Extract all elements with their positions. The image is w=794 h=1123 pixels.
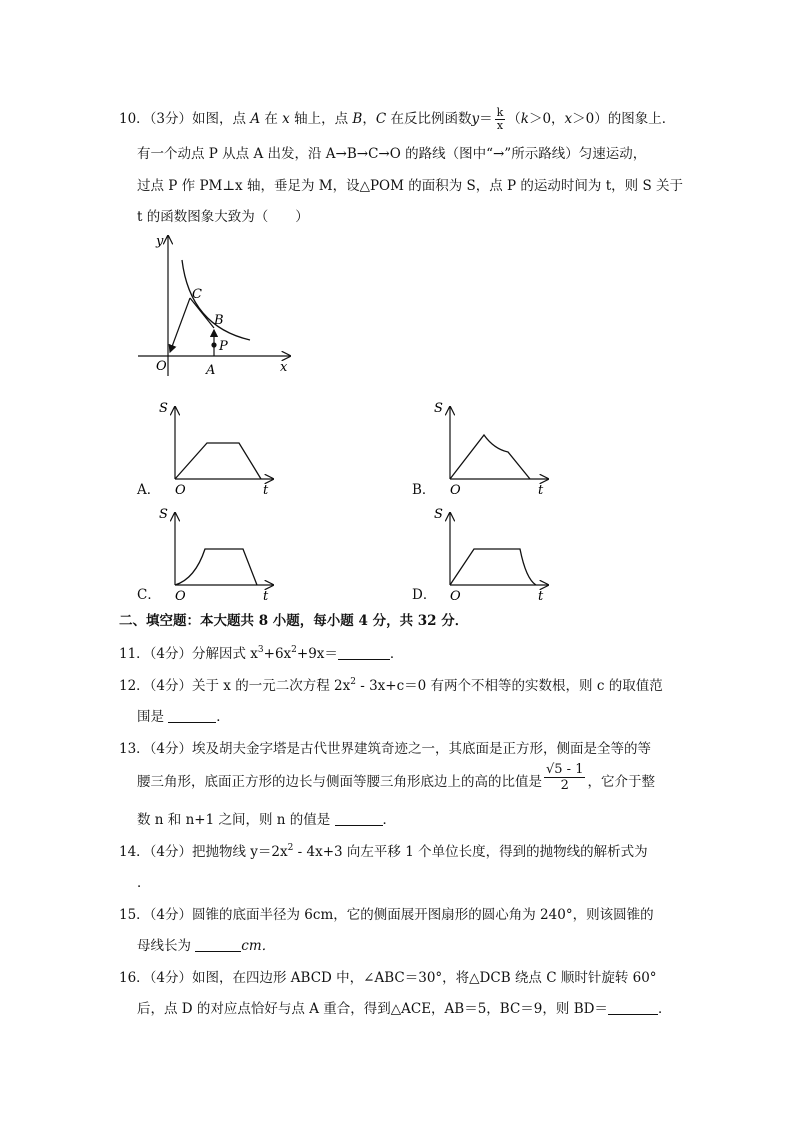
label-O: O <box>156 359 167 374</box>
q15-text: cm． <box>241 938 276 954</box>
label-x: x <box>280 360 288 375</box>
label-P: P <box>219 339 228 354</box>
option-C-label: C． <box>137 587 161 603</box>
label-t: t <box>263 483 269 497</box>
q13-line-2 <box>137 762 655 793</box>
q10-line-3: 过点 P 作 PM⊥x 轴，垂足为 M，设△POM 的面积为 S，点 P 的运动时间为 t，则 S 关于 <box>137 178 683 194</box>
equals: ＝ <box>479 111 493 127</box>
q10-figure <box>130 228 300 378</box>
label-O: O <box>450 589 461 603</box>
label-O: O <box>450 483 461 497</box>
q11-text: 11．（4分）分解因式 x <box>119 646 258 662</box>
q13-line-3 <box>137 811 396 829</box>
q10-line-4: t 的函数图象大致为（ ） <box>137 209 309 225</box>
q13-text: ，它介于整 <box>587 774 655 790</box>
q16-text: ． <box>657 1001 672 1017</box>
var-C: C <box>375 111 387 127</box>
q10-text: （ <box>507 111 521 127</box>
q11-text: ． <box>389 646 404 662</box>
exponent: 3 <box>257 645 264 655</box>
label-t: t <box>263 589 269 603</box>
q10-text: 在 <box>264 111 278 127</box>
q15-text: 母线长为 <box>137 938 191 954</box>
exponent: 2 <box>287 843 294 853</box>
point-P <box>211 342 216 347</box>
label-t: t <box>538 483 544 497</box>
q16-line-1: 16．（4分）如图，在四边形 ABCD 中，∠ABC＝30°，将△DCB 绕点 C 顺时针旋转 60° <box>119 970 657 986</box>
q10-line-2: 有一个动点 P 从点 A 出发，沿 A→B→C→O 的路线（图中“→”所示路线）匀速运动， <box>137 146 647 162</box>
label-S: S <box>434 507 443 522</box>
answer-blank[interactable] <box>168 709 216 723</box>
q11-text: +9x＝ <box>296 646 338 662</box>
option-A-label: A． <box>137 482 161 498</box>
q12-line-1 <box>119 677 663 695</box>
q11-text: +6x <box>263 646 292 662</box>
option-A-graph[interactable] <box>155 397 285 497</box>
exponent: 2 <box>350 677 356 687</box>
q10-text: ＞0）的图象上． <box>572 111 676 127</box>
q12-text: - 3x+c＝0 有两个不相等的实数根，则 c 的取值范 <box>355 678 663 694</box>
q12-line-2 <box>137 708 230 726</box>
label-C: C <box>192 287 202 302</box>
option-D-label: D． <box>412 587 437 603</box>
q12-text: 围是 <box>137 709 164 725</box>
label-y: y <box>156 234 164 249</box>
q10-line-1 <box>119 107 675 132</box>
option-D-curve <box>450 549 536 585</box>
q13-text: ． <box>382 812 397 828</box>
label-O: O <box>175 483 186 497</box>
q10-text: 10．（3分）如图，点 <box>119 111 247 127</box>
q10-text: 在反比例函数 <box>390 111 472 127</box>
answer-blank[interactable] <box>195 938 241 952</box>
q14-text: 14．（4分）把抛物线 y＝2x <box>119 844 288 860</box>
q10-text: 轴上，点 <box>294 111 349 127</box>
var-x: x <box>564 111 573 127</box>
q15-line-1: 15．（4分）圆锥的底面半径为 6cm，它的侧面展开图扇形的圆心角为 240°，则该圆锥的 <box>119 907 654 923</box>
fraction-numerator: k <box>496 106 504 119</box>
q13-line-1: 13．（4分）埃及胡夫金字塔是古代世界建筑奇迹之一，其底面是正方形，侧面是全等的等 <box>119 741 652 757</box>
fraction-denominator: 2 <box>560 778 569 793</box>
q13-text: 腰三角形，底面正方形的边长与侧面等腰三角形底边上的高的比值是 <box>137 774 542 790</box>
q10-text: ＞0， <box>528 111 565 127</box>
label-t: t <box>538 589 544 603</box>
comma: ， <box>362 111 376 127</box>
q11 <box>119 645 403 663</box>
label-B: B <box>214 313 224 328</box>
var-y: y <box>471 111 480 127</box>
var-A: A <box>250 111 261 127</box>
q15-line-2 <box>137 937 275 955</box>
section-2-heading: 二、填空题：本大题共 8 小题，每小题 4 分，共 32 分． <box>119 613 469 629</box>
option-A-curve <box>175 443 261 479</box>
q16-line-2 <box>137 1000 671 1018</box>
label-S: S <box>159 507 168 522</box>
path-B-to-C <box>190 298 214 328</box>
option-B-curve <box>450 435 530 479</box>
label-S: S <box>434 401 443 416</box>
fraction-k-over-x <box>495 107 506 132</box>
option-C-graph[interactable] <box>155 503 285 603</box>
exponent: 2 <box>291 645 297 655</box>
option-B-graph[interactable] <box>430 397 560 497</box>
q16-text: 后，点 D 的对应点恰好与点 A 重合，得到△ACE，AB＝5，BC＝9，则 BD＝ <box>137 1001 608 1017</box>
option-D-graph[interactable] <box>430 503 560 603</box>
label-S: S <box>159 401 168 416</box>
answer-blank[interactable] <box>335 812 383 826</box>
q13-text: 数 n 和 n+1 之间，则 n 的值是 <box>137 812 331 828</box>
path-C-to-O <box>170 298 190 352</box>
q12-text: ． <box>216 709 230 725</box>
label-A: A <box>206 363 216 378</box>
q12-text: 12．（4分）关于 x 的一元二次方程 2x <box>119 678 351 694</box>
fraction-denominator: x <box>496 119 504 132</box>
q14-text: - 4x+3 向左平移 1 个单位长度，得到的抛物线的解析式为 <box>293 844 648 860</box>
fraction-numerator: √5 - 1 <box>546 762 584 777</box>
option-B-label: B． <box>412 482 436 498</box>
fraction-sqrt5 <box>544 762 585 793</box>
q14-line-2: ． <box>137 875 151 891</box>
answer-blank[interactable] <box>608 1001 658 1015</box>
answer-blank[interactable] <box>338 646 390 660</box>
var-B: B <box>352 111 363 127</box>
option-C-curve <box>175 549 257 585</box>
var-k: k <box>520 111 529 127</box>
label-O: O <box>175 589 186 603</box>
q14-line-1 <box>119 843 648 861</box>
var-x: x <box>282 111 290 127</box>
